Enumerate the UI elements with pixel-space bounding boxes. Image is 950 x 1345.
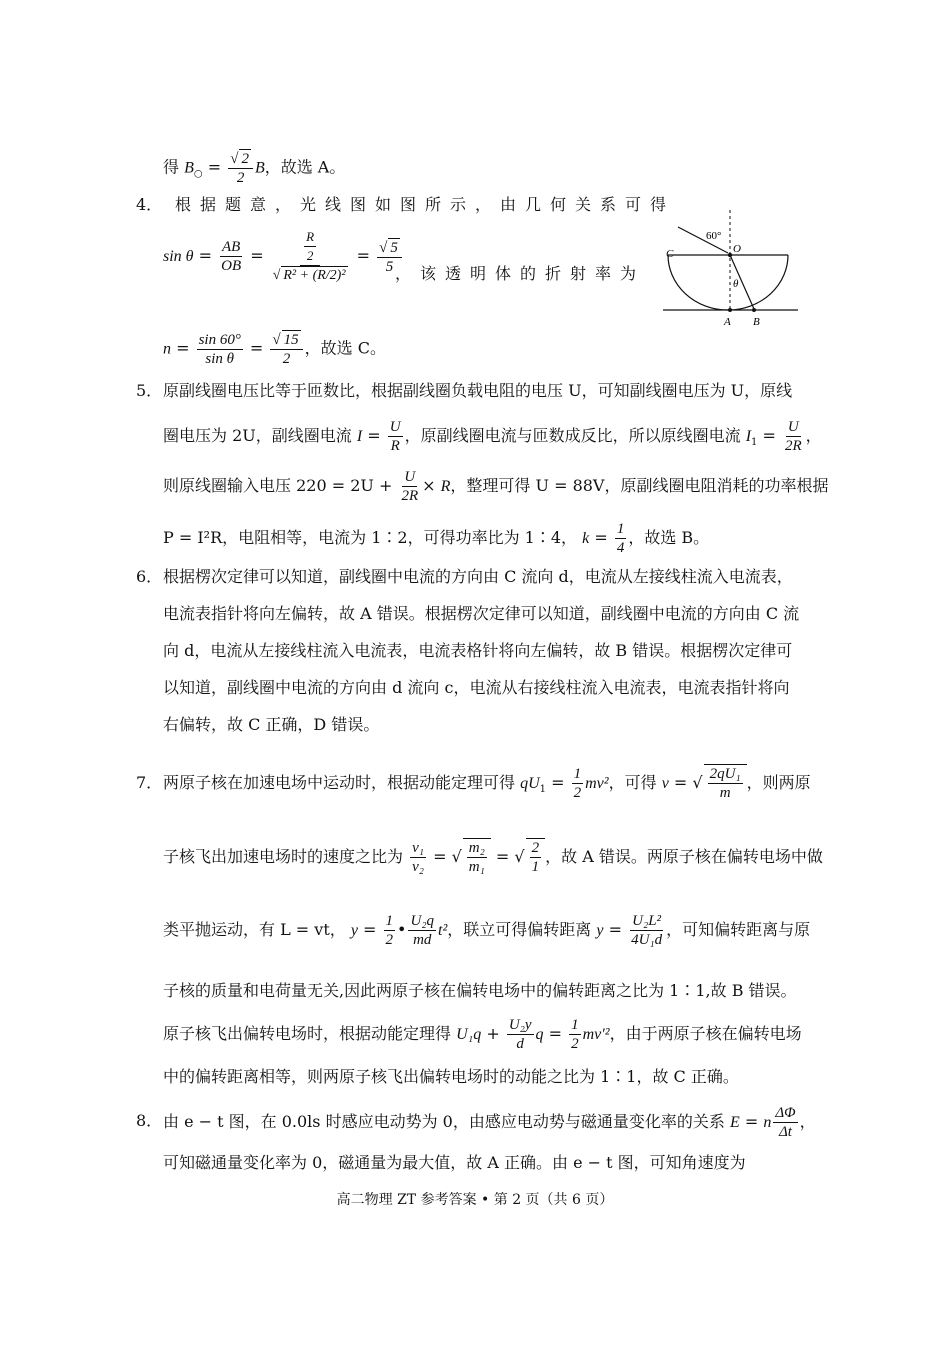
- q6-line: 电流表指针将向左偏转，故 A 错误。根据楞次定律可以知道，副线圈中电流的方向由 C 流: [163, 604, 800, 623]
- diagram-label-O: O: [733, 243, 741, 255]
- q4-sin-formula: sin θ = $\frac{AB}{OB}$ = $\frac{\frac{R}{2}}{\text{√ R² + (R/2)²}}$ = $\frac{√ 5}{5}$: [163, 228, 404, 285]
- q7-line2: 子核飞出加速电场时的速度之比为 $\frac{\text{v₁}}{\text{v₂}}$ = √ $\frac{\text{m₂}}{\text{m₁}}$ = √ $\frac{2}{1}$ ，故 A 错误。两原子核在偏转电场中做: [163, 840, 823, 875]
- diagram-point-B: [752, 308, 756, 312]
- diagram-label-C: C: [666, 248, 674, 260]
- q6-line: 右偏转，故 C 正确，D 错误。: [163, 715, 380, 734]
- q5-line3: 则原线圈输入电压 220 = 2U + $\frac{U}{2R}$ × R，整理可得 U = 88V，原副线圈电阻消耗的功率根据: [163, 469, 829, 504]
- diagram-label-A: A: [724, 316, 731, 328]
- q7-line3: 类平抛运动，有 L = vt， y = $\frac{1}{2}$ • $\frac{\text{U₂q}}{md}$ t²，联立可得偏转距离 y = $\frac{\text{U₂L²}}{\text{4U₁d}}$ ，可知偏转距离与原: [163, 913, 811, 948]
- q7-line6: 中的偏转距离相等，则两原子核飞出偏转电场时的动能之比为 1∶1，故 C 正确。: [163, 1067, 739, 1086]
- q8-number: 8．: [136, 1111, 163, 1130]
- q6-line: 向 d，电流从左接线柱流入电流表，电流表格针将向左偏转，故 B 错误。根据楞次定律可: [163, 641, 793, 660]
- q7-line5: 原子核飞出偏转电场时，根据动能定理得 U₁q + $\frac{\text{U₂y}}{d}$ q = $\frac{1}{2}$ mv′²，由于两原子核在偏转电场: [163, 1017, 802, 1052]
- q7-line1: 两原子核在加速电场中运动时，根据动能定理可得 $qU_1$ = $\frac{1}{2}$ mv²，可得 v = √ $\frac{\text{2qU₁}}{m}$ ，则两原: [163, 766, 811, 801]
- q7-line4: 子核的质量和电荷量无关,因此两原子核在偏转电场中的偏转距离之比为 1∶1,故 B 错误。: [163, 981, 797, 1000]
- q8-line2: 可知磁通量变化率为 0，磁通量为最大值，故 A 正确。由 e − t 图，可知角速度为: [163, 1153, 746, 1172]
- diagram-point-O: [728, 253, 732, 257]
- q6-line: 以知道，副线圈中电流的方向由 d 流向 c，电流从右接线柱流入电流表，电流表指针将向: [163, 678, 790, 697]
- q4-line2: ，该透明体的折射率为: [395, 264, 646, 283]
- q7-number: 7．: [136, 773, 163, 792]
- diagram-label-theta: θ: [733, 278, 739, 290]
- q8-line1: 由 e − t 图，在 0.0ls 时感应电动势为 0，由感应电动势与磁通量变化率的关系 E = n $\frac{\Delta\Phi}{\Delta t}$ ，: [163, 1105, 816, 1140]
- q5-number: 5．: [136, 381, 163, 400]
- diagram-point-A: [728, 308, 732, 312]
- q4-refraction: n = $\frac{\sin 60^\circ}{\text{sin θ}}$ = $\frac{√ 15}{2}$ ，故选 C。: [163, 331, 386, 367]
- refraction-diagram: [658, 205, 808, 330]
- q6-number: 6．: [136, 567, 163, 586]
- page-footer: 高二物理 ZT 参考答案 • 第 2 页（共 6 页）: [336, 1192, 614, 1208]
- q6-line: 根据楞次定律可以知道，副线圈中电流的方向由 C 流向 d，电流从左接线柱流入电流表，: [163, 567, 793, 586]
- q5-line1: 原副线圈电压比等于匝数比，根据副线圈负载电阻的电压 U，可知副线圈电压为 U，原线: [163, 381, 793, 400]
- q4-line1: 根据题意，光线图如图所示，由几何关系可得: [175, 195, 676, 214]
- q3-conclusion: 得 $B_○$ = $\frac{√ 2}{2}$ B，故选 A。: [163, 151, 346, 186]
- diagram-label-angle: 60°: [706, 230, 722, 242]
- diagram-semicircle: [668, 255, 788, 310]
- diagram-label-B: B: [753, 316, 760, 328]
- q5-line2: 圈电压为 2U，副线圈电流 I = $\frac{U}{R}$ ，原副线圈电流与匝数成反比，所以原线圈电流 $I_1$ = $\frac{U}{2R}$ ，: [163, 419, 822, 454]
- q4-number: 4．: [136, 195, 163, 214]
- q5-line4: P = I²R，电阻相等，电流为 1∶2，可得功率比为 1∶4， k = $\frac{1}{4}$ ，故选 B。: [163, 521, 710, 556]
